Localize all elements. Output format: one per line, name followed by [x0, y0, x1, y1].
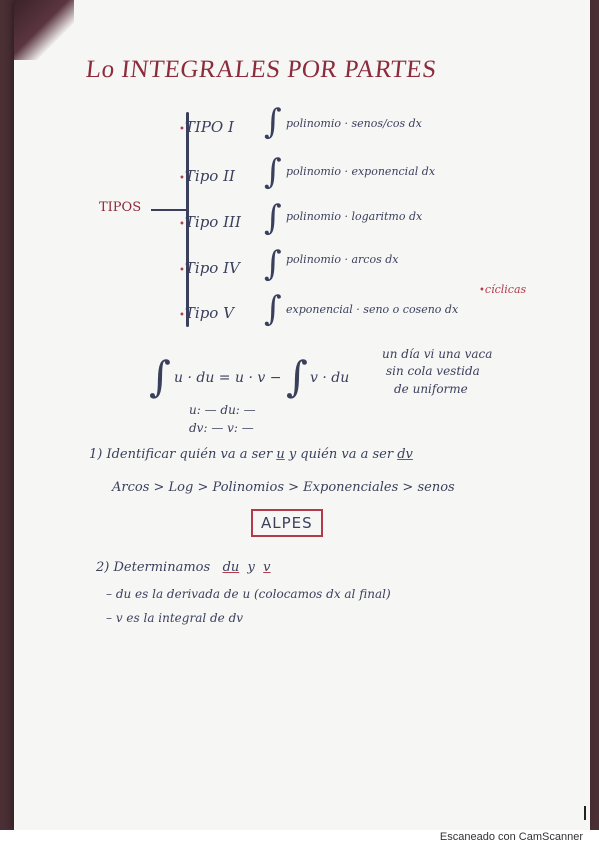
tipos-label: TIPOS: [99, 200, 142, 215]
type-2-description: polinomio · exponencial dx: [286, 165, 436, 178]
page-shadow-corner: [14, 0, 74, 60]
step-1-u: u: [276, 447, 285, 462]
step-2-v: v: [263, 560, 271, 575]
type-4-label: •Tipo IV: [179, 259, 240, 277]
formula-integral-left: ∫: [149, 352, 171, 401]
formula-rhs: v · du: [310, 370, 350, 386]
priority-order: Arcos > Log > Polinomios > Exponenciales > senos: [112, 480, 455, 495]
step-2-text: 2) Determinamos du y v: [96, 560, 271, 575]
type-4-integral-sign: ∫: [264, 244, 282, 284]
formula-lhs: u · du = u · v −: [174, 370, 282, 386]
type-2-label: •Tipo II: [179, 167, 235, 185]
type-3-integral-sign: ∫: [264, 198, 282, 238]
tipos-connector-line: [151, 209, 187, 211]
type-1-label: •TIPO I: [179, 118, 234, 136]
mnemonic-line-1: un día vi una vaca: [382, 347, 493, 361]
scanner-watermark: Escaneado con CamScanner: [439, 831, 583, 843]
formula-u-line: u: — du: —: [189, 403, 256, 417]
alpes-box: ALPES: [251, 509, 323, 537]
notebook-page: [14, 0, 590, 830]
type-1-integral-sign: ∫: [264, 102, 282, 142]
type-5-label: •Tipo V: [179, 304, 234, 322]
page-title: Lo INTEGRALES POR PARTES: [84, 56, 439, 83]
type-5-description: exponencial · seno o coseno dx: [286, 303, 459, 316]
type-5-ciclicas-note: •cíclicas: [479, 283, 527, 296]
page-edge-mark: [584, 806, 586, 820]
formula-dv-line: dv: — v: —: [189, 421, 254, 435]
type-4-description: polinomio · arcos dx: [286, 253, 399, 266]
bullet-v-definition: – v es la integral de dv: [106, 611, 244, 625]
step-2-du: du: [222, 560, 240, 575]
type-5-integral-sign: ∫: [264, 289, 282, 329]
mnemonic-line-2: sin cola vestida: [386, 364, 480, 378]
step-1-text: 1) Identificar quién va a ser u y quién va a ser dv: [89, 447, 413, 462]
type-3-label: •Tipo III: [179, 213, 241, 231]
type-1-description: polinomio · senos/cos dx: [286, 117, 422, 130]
formula-integral-right: ∫: [286, 352, 308, 401]
type-2-integral-sign: ∫: [264, 152, 282, 192]
mnemonic-line-3: de uniforme: [394, 382, 468, 396]
step-1-dv: dv: [397, 447, 413, 462]
bullet-du-definition: – du es la derivada de u (colocamos dx al final): [106, 587, 391, 601]
type-3-description: polinomio · logaritmo dx: [286, 210, 423, 223]
